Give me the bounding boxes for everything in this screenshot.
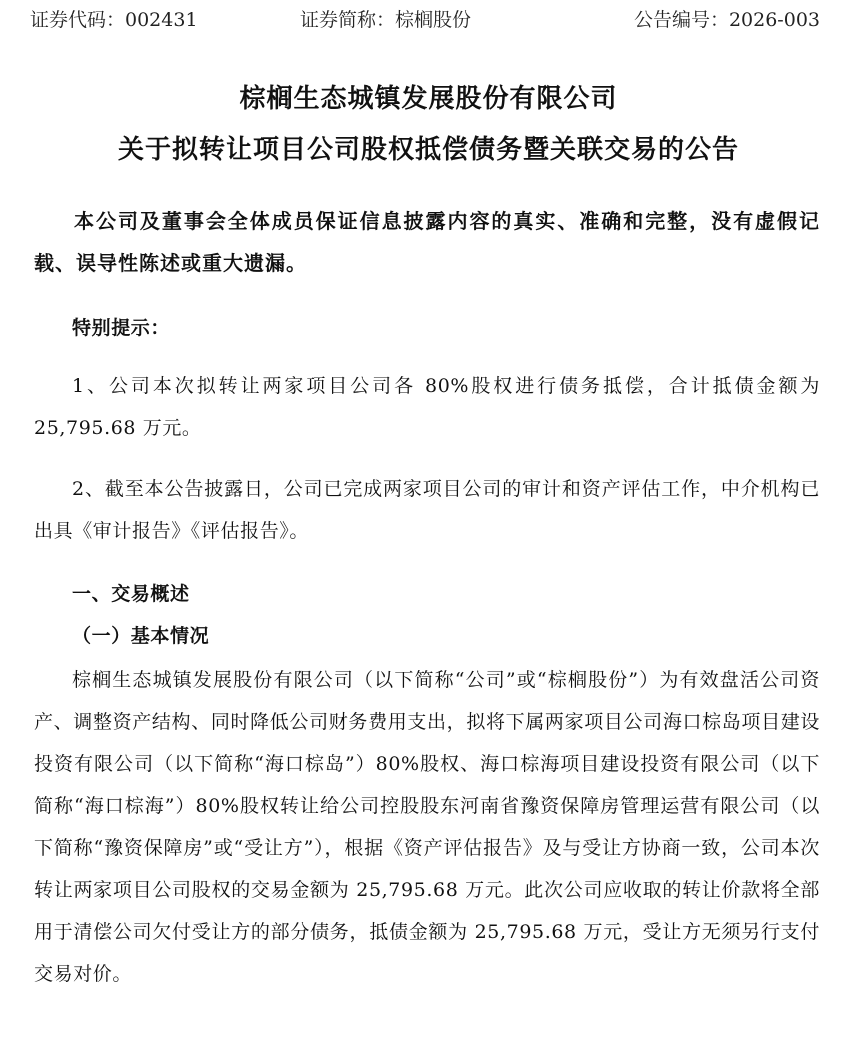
special-notice-item-1: 1、公司本次拟转让两家项目公司各 80%股权进行债务抵偿，合计抵债金额为 25,795.68 万元。 bbox=[34, 375, 820, 439]
company-title: 棕榈生态城镇发展股份有限公司 bbox=[239, 84, 618, 114]
basic-info-body: 棕榈生态城镇发展股份有限公司（以下简称“公司”或“棕榈股份”）为有效盘活公司资产、调整资产结构、同时降低公司财务费用支出，拟将下属两家项目公司海口棕岛项目建设投资有限公司（以下简称“海口棕岛”）80%股权、海口棕海项目建设投资有限公司（以下简称“海口棕海”）80%股权转让给公司控股股东河南省豫资保障房管理运营有限公司（以下简称“豫资保障房”或“受让方”），根据《资产评估报告》及与受让方协商一致，公司本次转让两家项目公司股权的交易金额为 25,795.68 万元。此次公司应收取的转让价款将全部用于清偿公司欠付受让方的部分债务，抵债金额为 25,795.68 万元，受让方无须另行支付交易对价。 bbox=[34, 669, 820, 985]
announcement-header bbox=[30, 6, 820, 34]
section-heading-transaction-overview: 一、交易概述 bbox=[72, 583, 190, 605]
special-notice-heading: 特别提示： bbox=[72, 317, 171, 339]
board-statement: 本公司及董事会全体成员保证信息披露内容的真实、准确和完整，没有虚假记载、误导性陈述或重大遗漏。 bbox=[34, 209, 820, 275]
announcement-title: 关于拟转让项目公司股权抵偿债务暨关联交易的公告 bbox=[117, 135, 739, 165]
subsection-heading-basic-info: （一）基本情况 bbox=[72, 625, 210, 647]
announcement-number: 公告编号：2026-003 bbox=[633, 9, 820, 31]
special-notice-item-2: 2、截至本公告披露日，公司已完成两家项目公司的审计和资产评估工作，中介机构已出具《审计报告》《评估报告》。 bbox=[34, 478, 820, 542]
security-name: 证券简称：棕榈股份 bbox=[300, 9, 472, 31]
security-code: 证券代码：002431 bbox=[30, 9, 198, 31]
